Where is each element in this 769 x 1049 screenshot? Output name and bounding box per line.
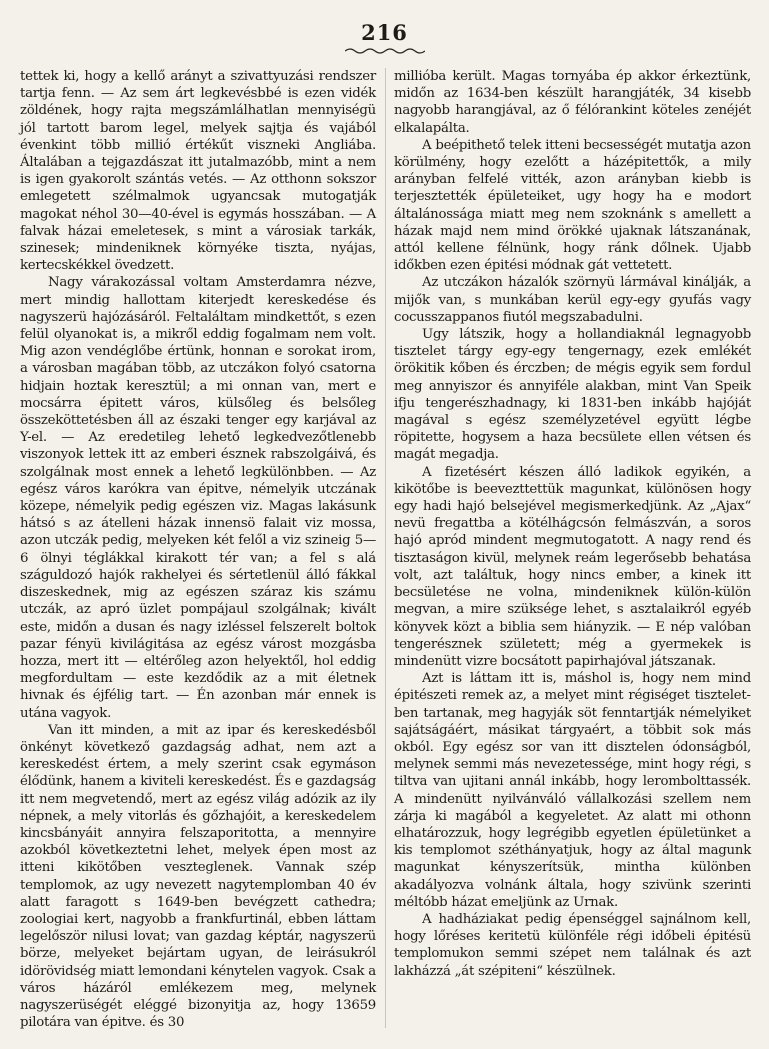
paragraph: Ugy látszik, hogy a hollandiaknál legnagyobb tisztelet tárgy egy-egy tengernagy, ezek emlékét örökitik kőben és érczben; de mégis egyik sem fordul meg annyiszor és annyiféle alakban, mint Van Speik ifju tengerészhadnagy, ki 1831-ben inkább hajóját magával s egész személyzetével együtt légbe röpitette, hogysem a haza becsülete ellen vétsen és magát megadja.: [394, 327, 751, 463]
right-column: [394, 68, 751, 980]
column-divider: [385, 68, 386, 1028]
paragraph: A fizetésért készen álló ladikok egyikén, a kikötőbe is beevezttettük magunkat, különösen hogy egy hadi hajó belsejével megismerkedjünk. Az „Ajax“ nevü fregattba a kötélhágcsón felmászván, a soros hajó apród mindent megmutogatott. A nagy rend és tisztaságon kivül, melynek reám legerősebb behatása volt, azt találtuk, hogy nincs ember, a kinek itt becsületése ne volna, mindeniknek külön-külön megvan, a mire szüksége lehet, s asztalaikról egyéb könyvek közt a biblia sem hiányzik. — E nép valóban tengerésznek született; még a gyermekek is mindenütt vizre bocsátott papirhajóval játszanak.: [394, 464, 751, 669]
paragraph: A hadháziakat pedig épenséggel sajnálnom kell, hogy lőréses keritetü különféle régi időbeli épitésü templomukon semmi szépet nem találnak és azt lakházzá „át szépiteni“ készülnek.: [394, 911, 751, 979]
paragraph: Azt is láttam itt is, máshol is, hogy nem mind épitészeti remek az, a melyet mint régiséget tiszteletben tartanak, meg hagyják söt fenntartják némelyiket sajátságáért, másikat tárgyaért, a többit sok más okból. Egy egész sor van itt disztelen ódonságból, melynek semmi más nevezetessége, mint hogy régi, s tiltva van ujitani annál inkább, hogy lerombolttassék. A mindenütt nyilvánváló vállalkozási szellem nem zárja ki magából a kegyeletet. Az alatt mi othonn elhatározzuk, hogy legrégibb egyetlen épületünket a kis templomot széthányatjuk, hogy az által magunk magunkat kényszerítsük, mintha különben akadályozva volnánk általa, hogy szivünk szerinti méltóbb házat emeljünk az Urnak.: [394, 671, 751, 910]
page-number: 216: [361, 20, 408, 45]
ornament-rule: [345, 47, 425, 55]
paragraph: Az utczákon házalók szörnyü lármával kinálják, a mijők van, s munkában kerül egy-egy gyufás vagy cocusszappanos fiutól megszabadulni.: [394, 275, 751, 325]
paragraph: millióba került. Magas tornyába ép akkor érkeztünk, midőn az 1634-ben készült harangjáték, 34 kisebb nagyobb harangjával, az ő félórankint köteles zenéjét elkalapálta.: [394, 69, 751, 136]
left-column: [20, 68, 376, 1031]
paragraph: Nagy várakozással voltam Amsterdamra nézve, mert mindig hallottam kiterjedt kereskedése és nagyszerü hajózásáról. Feltaláltam mindkettőt, s ezen felül olyanokat is, a mikről eddig fogalmam nem volt. Mig azon vendéglőbe értünk, honnan e sorokat irom, a városban magában több, az utczákon folyó csatorna hidjain hoztak keresztül; a mi onnan van, mert e mocsárra épitett város, külsőleg és belsőleg összeköttetésben áll az északi tenger egy karjával az Y-el. — Az eredetileg lehető legkedvezőtlenebb viszonyok lettek itt az emberi észnek rabszolgáivá, és szolgálnak most ennek a lehető legkülönbben. — Az egész város karókra van épitve, némelyik utczának közepe, némelyik pedig egészen viz. Magas lakásunk hátsó s az átelleni házak innensö falait viz mossa, azon utczák pedig, melyeken két felől a viz szineig 5—6 ölnyi téglákkal kirakott tér van; a fel s alá száguldozó hajók rakhelyei és sértetlenül álló fákkal diszeskednek, mig az egészen száraz kis számu utczák, az apró üzlet pompájaul szolgálnak; kivált este, midőn a dusan és nagy izléssel felszerelt boltok pazar fényü kivilágitása az egész várost mozgásba hozza, mert itt — eltérőleg azon helyektől, hol eddig megfordultam — este kezdődik az a mit életnek hivnak és éjfélig tart. — Én azonban már ennek is utána vagyok.: [20, 275, 376, 721]
paragraph: Van itt minden, a mit az ipar és kereskedésből önkényt következő gazdagság adhat, nem azt a kereskedést értem, a mely szerint csak egymáson élődünk, hanem a kiviteli kereskedést. És e gazdagság itt nem megvetendő, mert az egész világ adózik az ily népnek, a mely vitorlás és gőzhajóit, a kereskedelem kincsbányáit annyira felszaporitotta, a mennyire azokból következtetni lehet, melyek épen most az itteni kikötőben veszteglenek. Vannak szép templomok, az ugy nevezett nagytemplomban 40 év alatt faragott s 1649-ben bevégzett cathedra; zoologiai kert, nagyobb a frankfurtinál, ebben láttam legelőször nilusi lovat; van gazdag képtár, nagyszerü börze, melyeket bejártam ugyan, de leirásukról idörövidség miatt lemondani kénytelen vagyok. Csak a város házáról emlékezem meg, melynek nagyszerüségét eléggé bizonyitja az, hogy 13659 pilotára van épitve. és 30: [20, 722, 376, 1031]
paragraph: A beépithető telek itteni becsességét mutatja azon körülmény, hogy ezelőtt a házépitettők, a mily arányban felfelé vitték, azon arányban kiebb is terjesztették épületeiket, ugy hogy ha e modort általánossága miatt meg nem szoknánk s amellett a házak majd nem mind örökké ujaknak látszanának, attól kellene félnünk, hogy ránk dőlnek. Ujabb időkben ezen épitési módnak gát vettetett.: [394, 137, 751, 274]
paragraph: tettek ki, hogy a kellő arányt a szivattyuzási rendszer tartja fenn. — Az sem árt legkevésbbé is ezen vidék zöldének, hogy rajta megszámlálhatlan mennyiségü jól tartott barom legel, melyek sajtja és vajából évenkint több millió értékűt viszneki Angliába. Általában a tejgazdászat itt jutalmazóbb, mint a nem is igen gyakorolt szántás vetés. — Az otthonn sokszor emlegetett szélmalmok ugyancsak mutogatják magokat néhol 30—40-ével is egymás hosszában. — A falvak házai emeletesek, s mint a városiak tarkák, szinesek; mindeniknek környéke tiszta, nyájas, kertecskékkel övedzett.: [20, 69, 376, 274]
